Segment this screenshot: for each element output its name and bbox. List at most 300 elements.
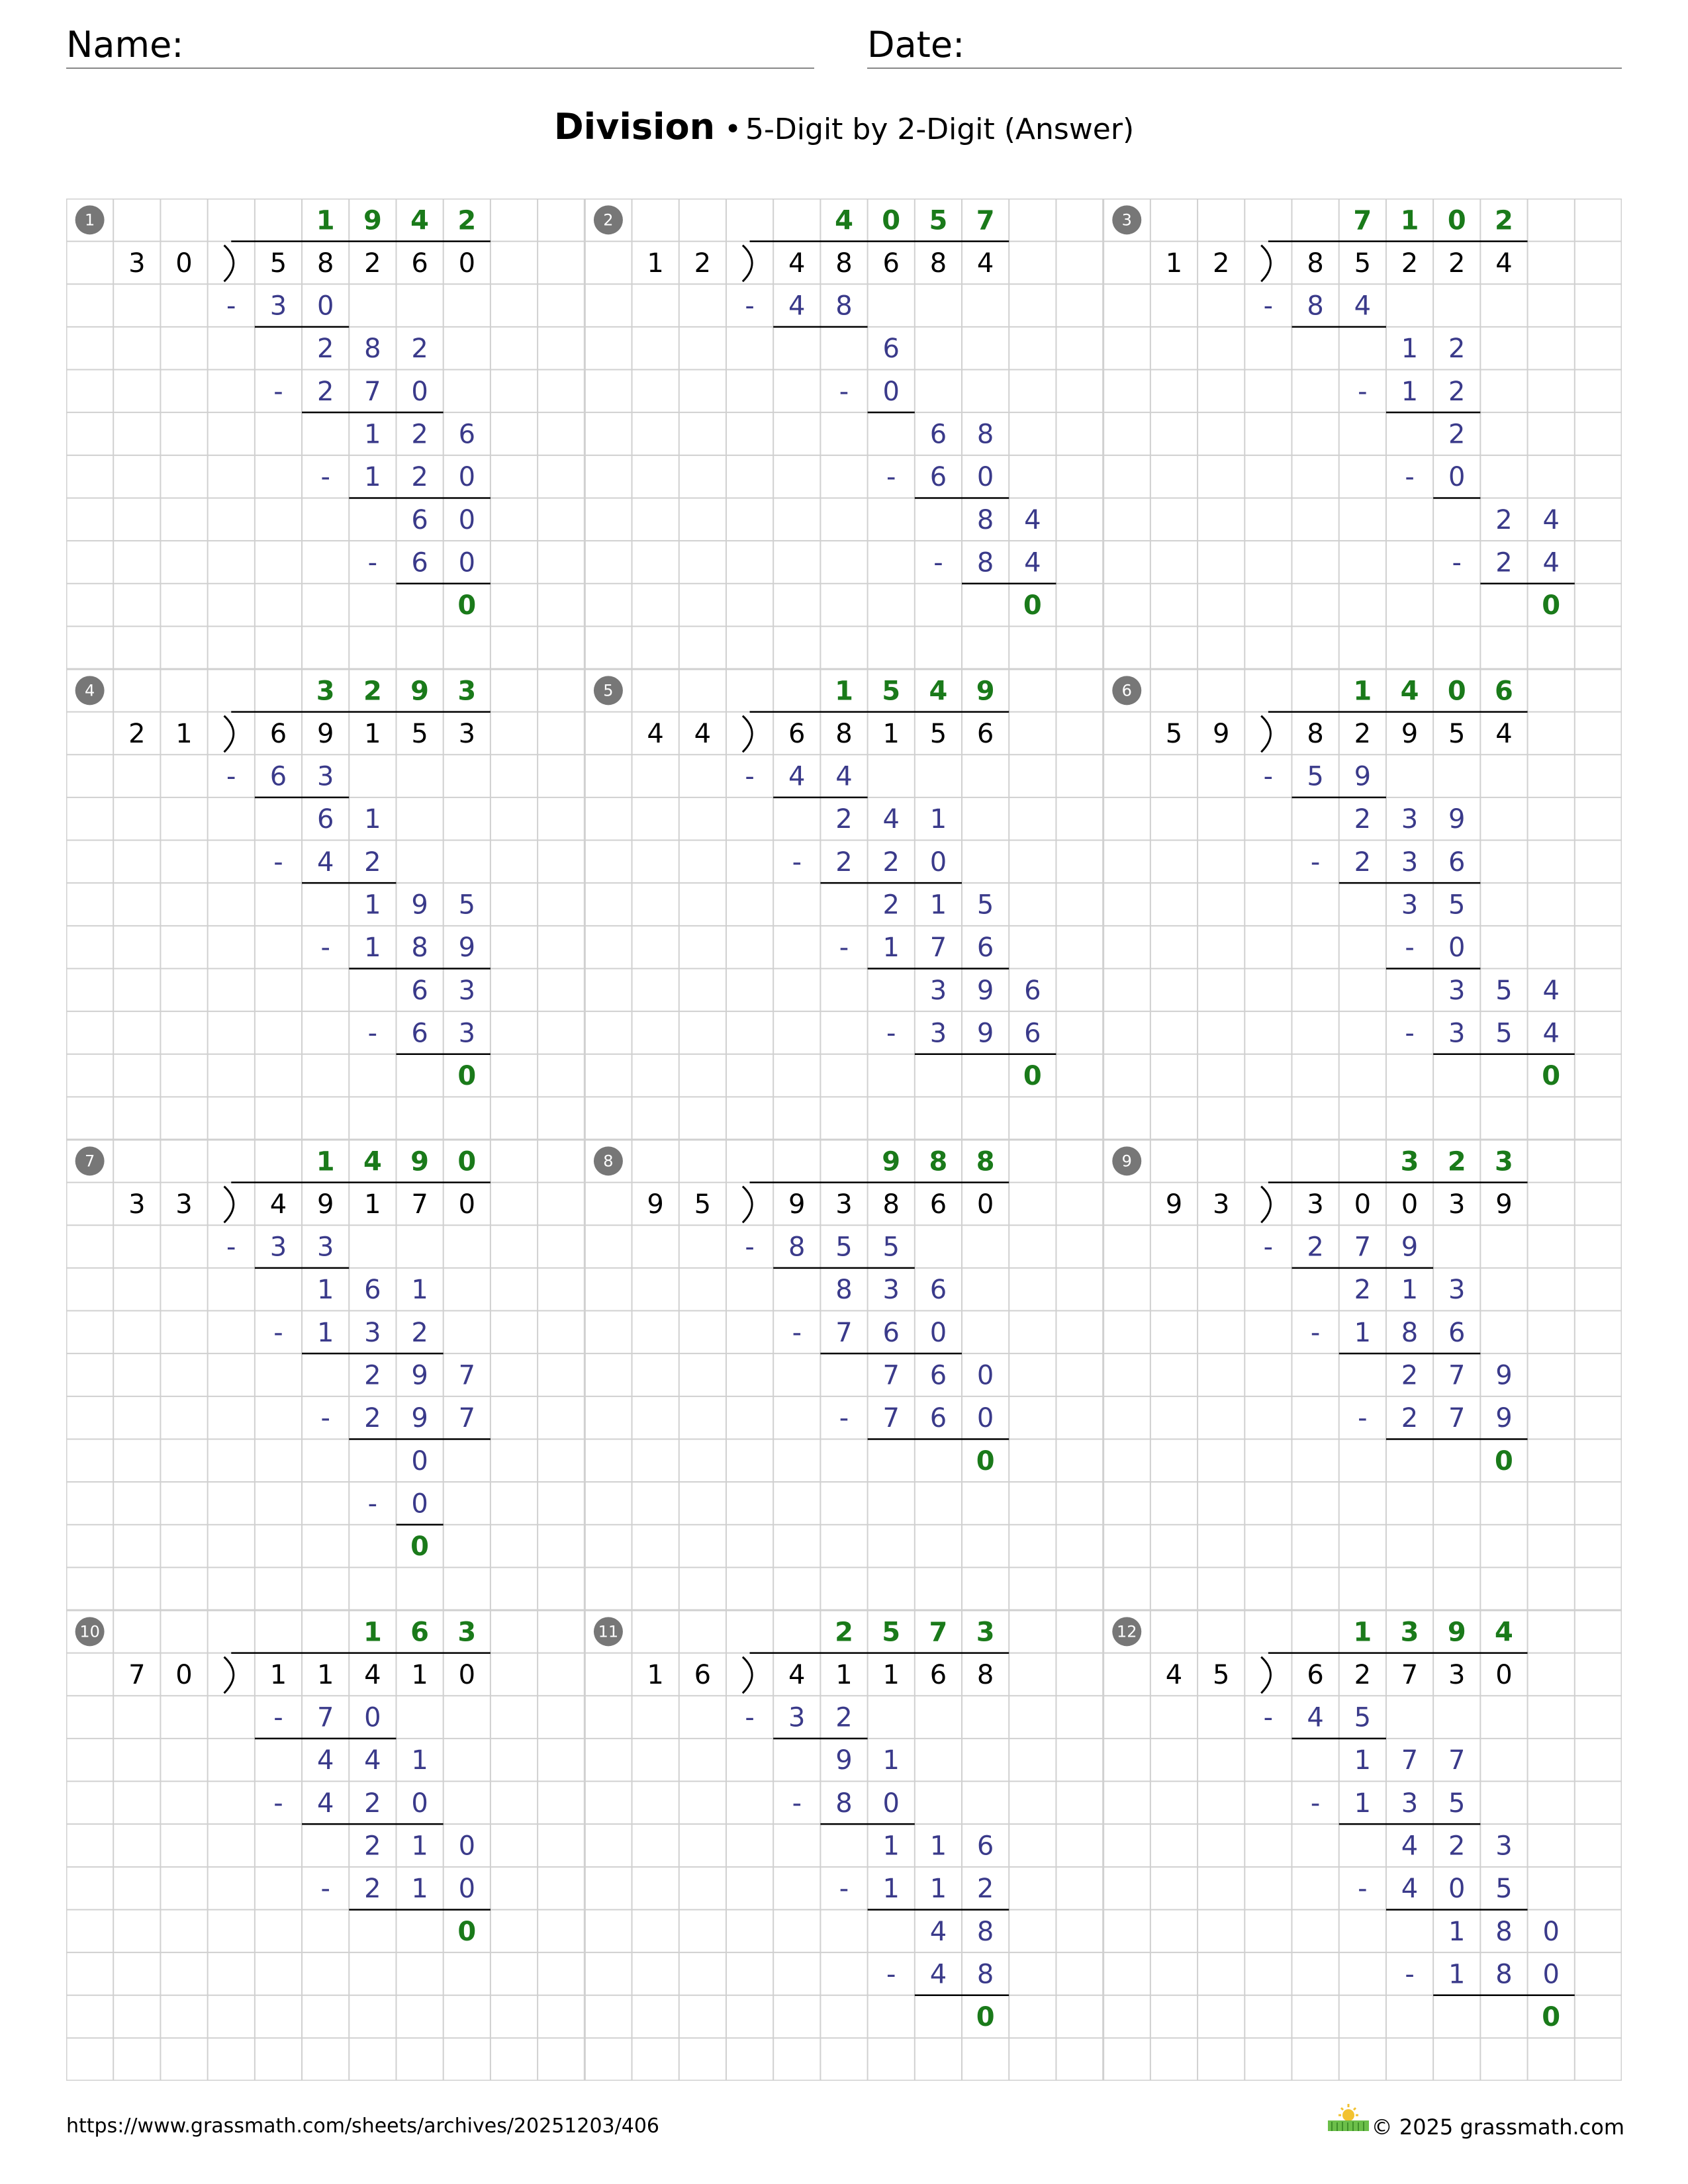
work-digit: 3 [1401,889,1419,921]
work-digit: 3 [882,1275,900,1306]
problem-number-badge [75,205,105,234]
dividend-digit: 6 [882,248,900,279]
minus-sign: - [839,1403,849,1434]
work-digit: 6 [411,547,428,578]
division-bracket [1261,1187,1270,1223]
work-digit: 7 [882,1360,900,1391]
work-digit: 1 [364,462,381,493]
minus-sign: - [886,462,896,493]
work-digit: 6 [929,419,947,450]
work-digit: 7 [835,1317,853,1348]
minus-sign: - [1310,1317,1321,1348]
work-digit: 1 [1448,1959,1466,1990]
work-digit: 5 [1448,1788,1466,1819]
minus-sign: - [226,761,236,792]
minus-sign: - [1263,291,1274,322]
work-digit: 0 [458,1874,476,1905]
minus-sign: - [933,547,943,578]
dividend-digit: 1 [882,1659,900,1690]
work-digit: 0 [411,376,428,407]
dividend-digit: 0 [458,1659,476,1690]
work-digit: 6 [411,975,428,1006]
work-digit: 4 [929,1959,947,1990]
remainder-digit: 0 [1023,1061,1042,1092]
work-digit: 2 [364,1788,381,1819]
minus-sign: - [1263,761,1274,792]
work-digit: 4 [1024,547,1041,578]
remainder-digit: 0 [976,2002,995,2033]
work-digit: 9 [976,975,994,1006]
work-digit: 2 [1401,1360,1419,1391]
quotient-digit: 8 [929,1146,948,1177]
remainder-digit: 0 [457,1916,477,1947]
work-digit: 3 [269,291,287,322]
work-digit: 1 [364,889,381,921]
work-digit: 5 [835,1232,853,1263]
work-digit: 1 [929,1831,947,1862]
minus-sign: - [367,1488,378,1520]
work-digit: 0 [1448,462,1466,493]
work-digit: 0 [1542,1959,1560,1990]
dividend-digit: 6 [929,1189,947,1220]
work-digit: 6 [929,1360,947,1391]
problem-number-badge [594,205,623,234]
divisor-digit: 5 [1212,1659,1230,1690]
work-digit: 5 [1307,761,1324,792]
minus-sign: - [1358,1403,1368,1434]
minus-sign: - [367,1018,378,1049]
minus-sign: - [839,376,849,407]
dividend-digit: 1 [411,1659,428,1690]
work-digit: 4 [316,1745,334,1776]
problem-number: 2 [603,210,614,230]
work-digit: 2 [835,804,853,835]
work-digit: 2 [364,1831,381,1862]
minus-sign: - [745,1702,755,1733]
quotient-digit: 5 [882,676,901,707]
division-bracket [224,716,234,752]
grassmath-logo-icon [1325,2102,1372,2132]
work-digit: 4 [1542,1018,1560,1049]
work-digit: 1 [1354,1317,1372,1348]
work-digit: 1 [929,889,947,921]
work-digit: 3 [1448,975,1466,1006]
quotient-digit: 9 [410,1146,430,1177]
work-digit: 2 [316,334,334,365]
work-digit: 2 [976,1874,994,1905]
work-digit: 6 [1024,975,1041,1006]
dividend-digit: 6 [269,718,287,749]
dividend-digit: 9 [316,718,334,749]
quotient-digit: 5 [882,1617,901,1648]
divisor-digit: 9 [1165,1189,1183,1220]
minus-sign: - [1263,1702,1274,1733]
worksheet-title [0,106,1688,148]
dividend-digit: 4 [269,1189,287,1220]
work-digit: 1 [364,804,381,835]
remainder-digit: 0 [457,590,477,621]
quotient-digit: 4 [835,205,853,236]
remainder-digit: 0 [410,1531,430,1563]
dividend-digit: 3 [458,718,476,749]
title-separator: • [724,113,742,146]
dividend-digit: 5 [269,248,287,279]
work-digit: 2 [1448,334,1466,365]
work-digit: 9 [458,933,476,964]
divisor-digit: 4 [647,718,664,749]
dividend-digit: 5 [411,718,428,749]
dividend-digit: 3 [1448,1659,1466,1690]
work-digit: 1 [882,933,900,964]
minus-sign: - [226,1232,236,1263]
work-digit: 1 [1354,1788,1372,1819]
work-digit: 9 [411,1360,428,1391]
work-digit: 5 [1495,1018,1513,1049]
dividend-digit: 1 [835,1659,853,1690]
work-digit: 4 [316,846,334,878]
name-line [66,68,814,69]
work-digit: 3 [788,1702,806,1733]
work-digit: 4 [1401,1831,1419,1862]
work-digit: 6 [458,419,476,450]
work-digit: 2 [882,846,900,878]
work-digit: 1 [1354,1745,1372,1776]
work-digit: 8 [835,1788,853,1819]
quotient-digit: 0 [457,1146,477,1177]
quotient-digit: 7 [976,205,995,236]
problem-number-badge [594,676,623,705]
dividend-digit: 8 [835,248,853,279]
work-digit: 0 [316,291,334,322]
dividend-digit: 6 [1307,1659,1324,1690]
work-digit: 0 [976,1403,994,1434]
divisor-digit: 1 [175,718,193,749]
work-digit: 1 [411,1831,428,1862]
work-digit: 6 [269,761,287,792]
problem-number: 4 [84,681,95,700]
minus-sign: - [839,933,849,964]
work-digit: 3 [316,761,334,792]
work-digit: 8 [835,1275,853,1306]
work-digit: 5 [882,1232,900,1263]
minus-sign: - [792,1317,802,1348]
work-digit: 2 [1307,1232,1324,1263]
work-digit: 1 [929,804,947,835]
work-digit: 1 [1448,1916,1466,1947]
divisor-digit: 5 [694,1189,712,1220]
problem-grid [66,199,1622,2081]
problem-number: 10 [79,1622,100,1641]
problem-number: 3 [1121,210,1132,230]
remainder-digit: 0 [1542,590,1561,621]
quotient-digit: 8 [976,1146,995,1177]
minus-sign: - [1358,1874,1368,1905]
work-digit: 8 [976,1959,994,1990]
work-digit: 8 [976,547,994,578]
work-digit: 2 [1448,1831,1466,1862]
division-bracket [224,1657,234,1694]
dividend-digit: 2 [364,248,381,279]
divisor-digit: 1 [647,1659,664,1690]
dividend-digit: 6 [411,248,428,279]
dividend-digit: 9 [1495,1189,1513,1220]
divisor-digit: 2 [1212,248,1230,279]
work-digit: 5 [1448,889,1466,921]
work-digit: 4 [1354,291,1372,322]
minus-sign: - [792,1788,802,1819]
minus-sign: - [1263,1232,1274,1263]
problem-number: 7 [84,1152,95,1171]
minus-sign: - [1310,846,1321,878]
work-digit: 2 [411,334,428,365]
work-digit: 6 [976,933,994,964]
work-digit: 2 [1401,1403,1419,1434]
work-digit: 6 [411,504,428,535]
minus-sign: - [745,291,755,322]
work-digit: 9 [1401,1232,1419,1263]
work-digit: 2 [882,889,900,921]
name-label: Name: [66,24,184,66]
work-digit: 2 [1354,1275,1372,1306]
work-digit: 9 [411,1403,428,1434]
dividend-digit: 0 [976,1189,994,1220]
quotient-digit: 2 [363,676,382,707]
division-bracket [1261,246,1270,282]
quotient-digit: 1 [835,676,853,707]
work-digit: 5 [1354,1702,1372,1733]
work-digit: 8 [976,419,994,450]
division-bracket [743,1187,752,1223]
dividend-digit: 8 [882,1189,900,1220]
work-digit: 6 [882,334,900,365]
work-digit: 1 [411,1745,428,1776]
work-digit: 3 [1401,1788,1419,1819]
work-digit: 2 [316,376,334,407]
work-digit: 6 [364,1275,381,1306]
work-digit: 2 [1495,504,1513,535]
quotient-digit: 3 [1400,1617,1419,1648]
remainder-digit: 0 [1023,590,1042,621]
minus-sign: - [792,846,802,878]
problem-number: 11 [598,1622,619,1641]
work-digit: 8 [976,504,994,535]
dividend-digit: 9 [1401,718,1419,749]
work-digit: 1 [882,1831,900,1862]
dividend-digit: 2 [1448,248,1466,279]
title-main: Division [553,106,716,148]
work-digit: 1 [316,1317,334,1348]
dividend-digit: 2 [1354,1659,1372,1690]
work-digit: 9 [1495,1360,1513,1391]
minus-sign: - [320,462,330,493]
date-label: Date: [867,24,965,66]
minus-sign: - [839,1874,849,1905]
minus-sign: - [320,1403,330,1434]
minus-sign: - [1405,1959,1415,1990]
minus-sign: - [226,291,236,322]
work-digit: 2 [364,1874,381,1905]
problem-number: 1 [84,210,95,230]
dividend-digit: 8 [316,248,334,279]
quotient-digit: 7 [929,1617,948,1648]
divisor-digit: 3 [1212,1189,1230,1220]
work-digit: 6 [411,1018,428,1049]
work-digit: 7 [458,1360,476,1391]
dividend-digit: 1 [316,1659,334,1690]
quotient-digit: 1 [316,1146,335,1177]
divisor-digit: 1 [1165,248,1183,279]
work-digit: 7 [1448,1745,1466,1776]
remainder-digit: 0 [1495,1445,1513,1477]
problem-number-badge [1112,676,1141,705]
work-digit: 3 [1401,846,1419,878]
work-digit: 0 [411,1445,428,1477]
dividend-digit: 5 [1354,248,1372,279]
work-digit: 0 [411,1788,428,1819]
quotient-digit: 2 [457,205,477,236]
work-digit: 1 [364,419,381,450]
quotient-digit: 9 [410,676,430,707]
quotient-digit: 0 [1447,205,1466,236]
dividend-digit: 2 [1401,248,1419,279]
work-digit: 1 [316,1275,334,1306]
dividend-digit: 2 [1354,718,1372,749]
work-digit: 2 [411,462,428,493]
division-bracket [743,1657,752,1694]
dividend-digit: 1 [364,718,381,749]
work-digit: 4 [1024,504,1041,535]
work-digit: 2 [1354,846,1372,878]
work-digit: 0 [364,1702,381,1733]
quotient-digit: 6 [410,1617,430,1648]
work-digit: 6 [929,462,947,493]
quotient-digit: 6 [1495,676,1513,707]
division-bracket [1261,1657,1270,1694]
minus-sign: - [273,1317,283,1348]
work-digit: 3 [364,1317,381,1348]
work-digit: 1 [1401,334,1419,365]
work-digit: 1 [411,1874,428,1905]
minus-sign: - [273,846,283,878]
work-digit: 9 [1495,1403,1513,1434]
dividend-digit: 0 [1401,1189,1419,1220]
divisor-digit: 1 [647,248,664,279]
work-digit: 3 [316,1232,334,1263]
quotient-digit: 1 [1353,676,1372,707]
problem-number: 12 [1116,1622,1137,1641]
work-digit: 2 [411,419,428,450]
problem-number-badge [594,1146,623,1175]
quotient-digit: 2 [835,1617,853,1648]
problem-number: 5 [603,681,614,700]
divisor-digit: 4 [1165,1659,1183,1690]
minus-sign: - [273,1702,283,1733]
work-digit: 2 [411,1317,428,1348]
work-digit: 2 [1495,547,1513,578]
work-digit: 0 [458,462,476,493]
divisor-digit: 3 [128,248,146,279]
work-digit: 7 [929,933,947,964]
grid-svg [66,199,1622,2081]
work-digit: 0 [882,376,900,407]
minus-sign: - [1405,462,1415,493]
divisor-digit: 9 [647,1189,664,1220]
dividend-digit: 0 [1495,1659,1513,1690]
dividend-digit: 7 [1401,1659,1419,1690]
work-digit: 7 [1354,1232,1372,1263]
work-digit: 5 [1495,1874,1513,1905]
quotient-digit: 9 [1447,1617,1466,1648]
work-digit: 1 [882,1874,900,1905]
divisor-digit: 0 [175,248,193,279]
work-digit: 4 [788,761,806,792]
footer-copyright: © 2025 grassmath.com [1371,2115,1624,2140]
quotient-digit: 3 [1400,1146,1419,1177]
work-digit: 4 [316,1788,334,1819]
minus-sign: - [1358,376,1368,407]
work-digit: 0 [929,846,947,878]
problem-number-badge [1112,1617,1141,1646]
work-digit: 2 [1448,376,1466,407]
problem-number-badge [594,1617,623,1646]
work-digit: 6 [1448,846,1466,878]
dividend-digit: 1 [882,718,900,749]
quotient-digit: 9 [363,205,382,236]
divisor-digit: 9 [1212,718,1230,749]
dividend-digit: 1 [269,1659,287,1690]
work-digit: 2 [835,1702,853,1733]
work-digit: 0 [458,504,476,535]
minus-sign: - [1452,547,1462,578]
work-digit: 0 [1448,933,1466,964]
quotient-digit: 1 [1353,1617,1372,1648]
dividend-digit: 4 [788,248,806,279]
work-digit: 0 [458,1831,476,1862]
quotient-digit: 1 [363,1617,382,1648]
dividend-digit: 4 [788,1659,806,1690]
work-digit: 9 [976,1018,994,1049]
problem-number-badge [75,1617,105,1646]
dividend-digit: 5 [929,718,947,749]
work-digit: 5 [976,889,994,921]
work-digit: 1 [411,1275,428,1306]
work-digit: 6 [1024,1018,1041,1049]
work-digit: 9 [411,889,428,921]
problem-number-badge [75,676,105,705]
work-digit: 0 [1448,1874,1466,1905]
quotient-digit: 7 [1353,205,1372,236]
dividend-digit: 0 [1354,1189,1372,1220]
work-digit: 1 [364,933,381,964]
work-digit: 7 [364,376,381,407]
dividend-digit: 6 [976,718,994,749]
work-digit: 0 [929,1317,947,1348]
remainder-digit: 0 [1542,2002,1561,2033]
work-digit: 4 [882,804,900,835]
work-digit: 3 [1495,1831,1513,1862]
work-digit: 6 [929,1403,947,1434]
remainder-digit: 0 [1542,1061,1561,1092]
dividend-digit: 8 [1307,718,1324,749]
work-digit: 9 [835,1745,853,1776]
quotient-digit: 4 [1400,676,1419,707]
dividend-digit: 6 [929,1659,947,1690]
quotient-digit: 1 [1400,205,1419,236]
quotient-digit: 4 [929,676,948,707]
work-digit: 3 [929,975,947,1006]
division-bracket [224,246,234,282]
work-digit: 1 [1401,376,1419,407]
